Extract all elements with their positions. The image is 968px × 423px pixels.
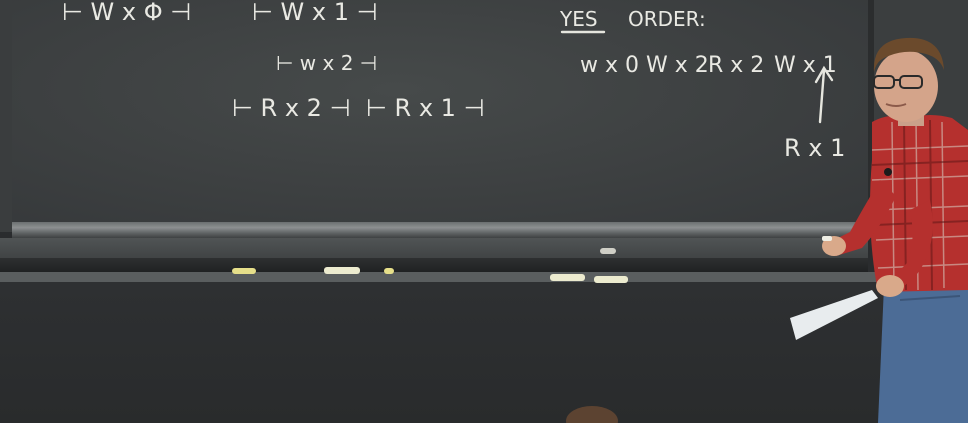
heading-yes: YES <box>560 7 598 31</box>
arrow-label: R x 1 <box>784 134 846 162</box>
timeline-label: ⊢ W x 1 ⊣ <box>252 0 378 26</box>
sequence-item: W x 1 <box>774 53 837 78</box>
order-sequence <box>580 53 837 78</box>
sequence-item: R x 2 <box>708 53 765 78</box>
heading-order: ORDER: <box>628 7 706 31</box>
sequence-item: W x 2 <box>646 53 709 78</box>
timeline-r-x-1 <box>366 94 484 122</box>
timeline-w-x-1 <box>252 0 378 26</box>
timeline-label: ⊢ R x 1 ⊣ <box>366 94 485 122</box>
order-heading <box>559 7 706 32</box>
timeline-w-x-0 <box>62 0 191 26</box>
timeline-r-x-2 <box>232 94 350 122</box>
timeline-label: ⊢ w x 2 ⊣ <box>276 51 378 75</box>
sequence-item: w x 0 <box>580 53 639 78</box>
timeline-label: ⊢ R x 2 ⊣ <box>232 94 351 122</box>
timeline-label: ⊢ W x Φ ⊣ <box>62 0 192 26</box>
timeline-w-x-2 <box>276 51 377 75</box>
insert-arrow <box>784 68 845 162</box>
